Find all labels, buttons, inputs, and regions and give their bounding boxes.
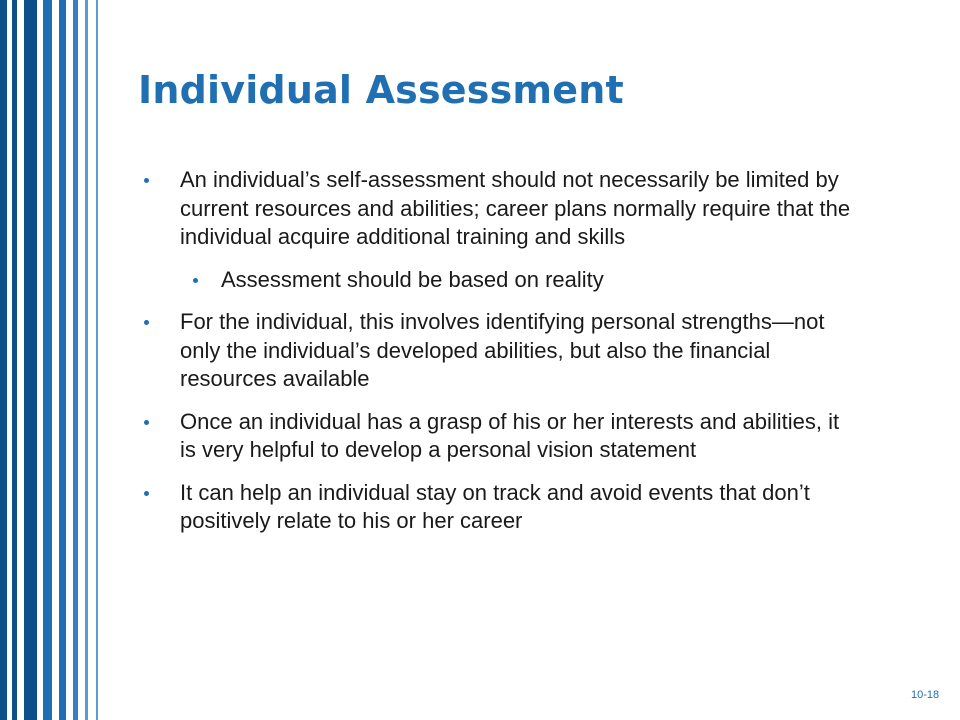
stripe [0, 0, 7, 720]
stripe [73, 0, 78, 720]
bullet-text: It can help an individual stay on track and avoid events that don’t positively relate to his or her career [180, 479, 810, 533]
bullet-item [140, 166, 860, 252]
bullet-dot-icon [144, 420, 149, 425]
bullet-item [140, 479, 860, 536]
bullet-text: An individual’s self-assessment should not necessarily be limited by current resources and abilities; career plans normally require that the individual acquire additional training and skills [180, 167, 851, 249]
bullet-dot-icon [193, 278, 198, 283]
stripe [43, 0, 52, 720]
bullet-text: For the individual, this involves identifying personal strengths—not only the individual’s developed abilities, but also the financial resources available [180, 309, 825, 391]
stripe [85, 0, 88, 720]
left-stripe-decoration [0, 0, 110, 720]
bullet-text: Assessment should be based on reality [221, 266, 604, 292]
bullet-text: Once an individual has a grasp of his or her interests and abilities, it is very helpful to develop a personal vision statement [180, 408, 840, 462]
stripe [96, 0, 98, 720]
slide-title: Individual Assessment [138, 68, 624, 112]
bullet-dot-icon [144, 491, 149, 496]
sub-bullet-item [140, 266, 860, 295]
slide-number: 10-18 [911, 689, 940, 701]
bullet-item [140, 408, 860, 465]
bullet-item [140, 308, 860, 394]
stripe [59, 0, 66, 720]
bullet-list [140, 166, 860, 550]
stripe [12, 0, 17, 720]
stripe [24, 0, 37, 720]
bullet-dot-icon [144, 178, 149, 183]
bullet-dot-icon [144, 320, 149, 325]
